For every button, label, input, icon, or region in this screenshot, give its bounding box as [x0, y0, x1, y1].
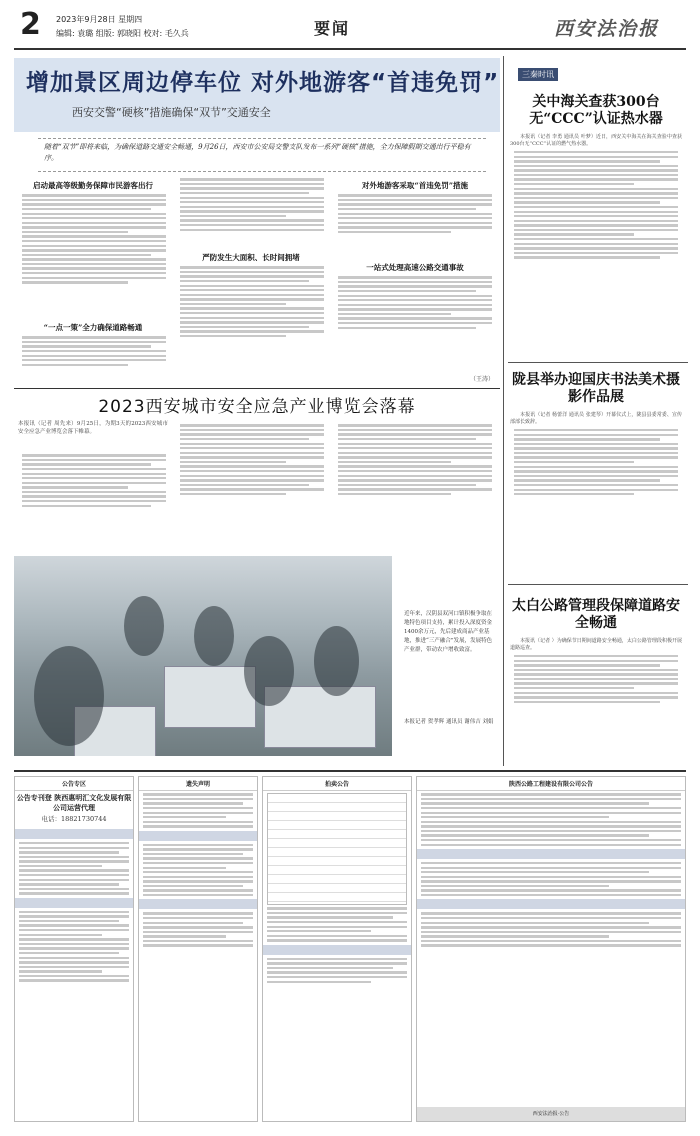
page-number: 2 — [20, 7, 41, 42]
sidebar-story2-byline: 本报讯（记者 杨蕾洋 通讯员 张建琴）开幕仪式上，陇县县委常委、宣传部部长致辞。 — [510, 412, 682, 426]
lead-column-1 — [18, 192, 170, 312]
ad-block-3 — [262, 776, 412, 1122]
sidebar-divider-2 — [508, 584, 688, 585]
section-divider — [14, 388, 500, 389]
lead-subhead-5: 一站式处理高速公路交通事故 — [366, 263, 464, 272]
ads-footer: 西安法治报·公告 — [417, 1107, 685, 1121]
ad-1-header: 公告专区 — [15, 777, 133, 791]
auction-table — [267, 793, 407, 905]
sidebar-story2-body — [510, 412, 682, 572]
expo-column-3 — [334, 422, 496, 547]
lead-title: 增加景区周边停车位 对外地游客“首违免罚” — [26, 70, 500, 96]
ad-2-header: 遗失声明 — [139, 777, 257, 791]
photo-credit: 本报记者 贺孝辉 通讯员 谢伟吉 刘娟 — [404, 719, 494, 725]
photo-caption: 近年来，汉阴县双河口镇积极争取在地特色项目支持，累计投入深度资金1400余万元，先后建成商品产业基地，推进“三产融合”发展，发展特色产业群，带动农户增收致富。 — [404, 611, 493, 653]
sidebar-story1-body — [510, 134, 682, 354]
lead-column-2b — [176, 264, 328, 384]
masthead — [14, 8, 686, 50]
lead-subhead-2: “一点一策”全力确保道路畅通 — [43, 323, 143, 332]
lead-subhead-4: 对外地游客采取“首违免罚”措施 — [361, 181, 469, 190]
column-divider — [503, 56, 504, 766]
sidebar-tag: 三秦时讯 — [518, 68, 558, 81]
sidebar-story1-byline: 本报讯（记者 李勇 通讯员 叶梦）近日，西安关中海关在海关查验中查获300台无“CCC”认证的燃气热水器。 — [510, 134, 682, 148]
lead-subhead-1: 启动最高等级勤务保障市民游客出行 — [33, 181, 153, 190]
lead-subtitle: 西安交警“硬核”措施确保“双节”交通安全 — [72, 106, 271, 119]
newspaper-logo: 西安法治报 — [554, 18, 660, 40]
sidebar-story3-title: 太白公路管理段保障道路安全畅通 — [512, 598, 680, 631]
ad-block-1 — [14, 776, 134, 1122]
expo-column-1 — [18, 452, 170, 547]
section-title: 要闻 — [314, 19, 351, 38]
lead-column-1b — [18, 334, 170, 384]
sidebar-story3-body — [510, 638, 682, 758]
ad-1-phone: 电话：18821730744 — [41, 815, 107, 823]
lead-column-3 — [334, 192, 496, 262]
ad-4-header: 陕西公路工程建设有限公司公告 — [417, 777, 685, 791]
expo-byline: 本报讯（记者 周先来）9月25日，为期3天的2023西安城市安全应急产业博览会落下帷幕。 — [18, 421, 168, 435]
ad-block-4 — [416, 776, 686, 1122]
issue-date: 2023年9月28日 星期四 — [56, 15, 143, 24]
lead-column-3b — [334, 274, 496, 374]
staff-line: 编辑: 袁璐 组版: 郭晓阳 校对: 毛久兵 — [56, 29, 189, 38]
ad-3-header: 拍卖公告 — [263, 777, 411, 791]
news-photo-workers — [14, 556, 392, 756]
expo-title: 2023西安城市安全应急产业博览会落幕 — [98, 397, 416, 417]
lead-subhead-3: 严防发生大面积、长时间拥堵 — [202, 253, 300, 262]
lead-headline-box — [14, 58, 500, 132]
lead-intro: 随着“双节”即将来临，为确保道路交通安全畅通，9月26日，西安市公安局交警支队发布一系列“硬核”措施，全力保障假期交通出行平稳有序。 — [38, 138, 486, 172]
sidebar-divider-1 — [508, 362, 688, 363]
expo-column-2 — [176, 422, 328, 547]
ad-1-company: 公告专刊登 陕西惠明汇文化发展有限公司运营代理 — [16, 793, 132, 812]
lead-byline: （王涛） — [470, 376, 495, 383]
sidebar-story2-title: 陇县举办迎国庆书法美术摄影作品展 — [512, 372, 680, 405]
sidebar-story3-byline: 本报讯（记者 ）为确保节日期间道路安全畅通，太白公路管理段积极开展道路巡查。 — [510, 638, 682, 652]
ad-block-2 — [138, 776, 258, 1122]
sidebar-story1-title: 关中海关查获300台无“CCC”认证热水器 — [529, 94, 663, 127]
